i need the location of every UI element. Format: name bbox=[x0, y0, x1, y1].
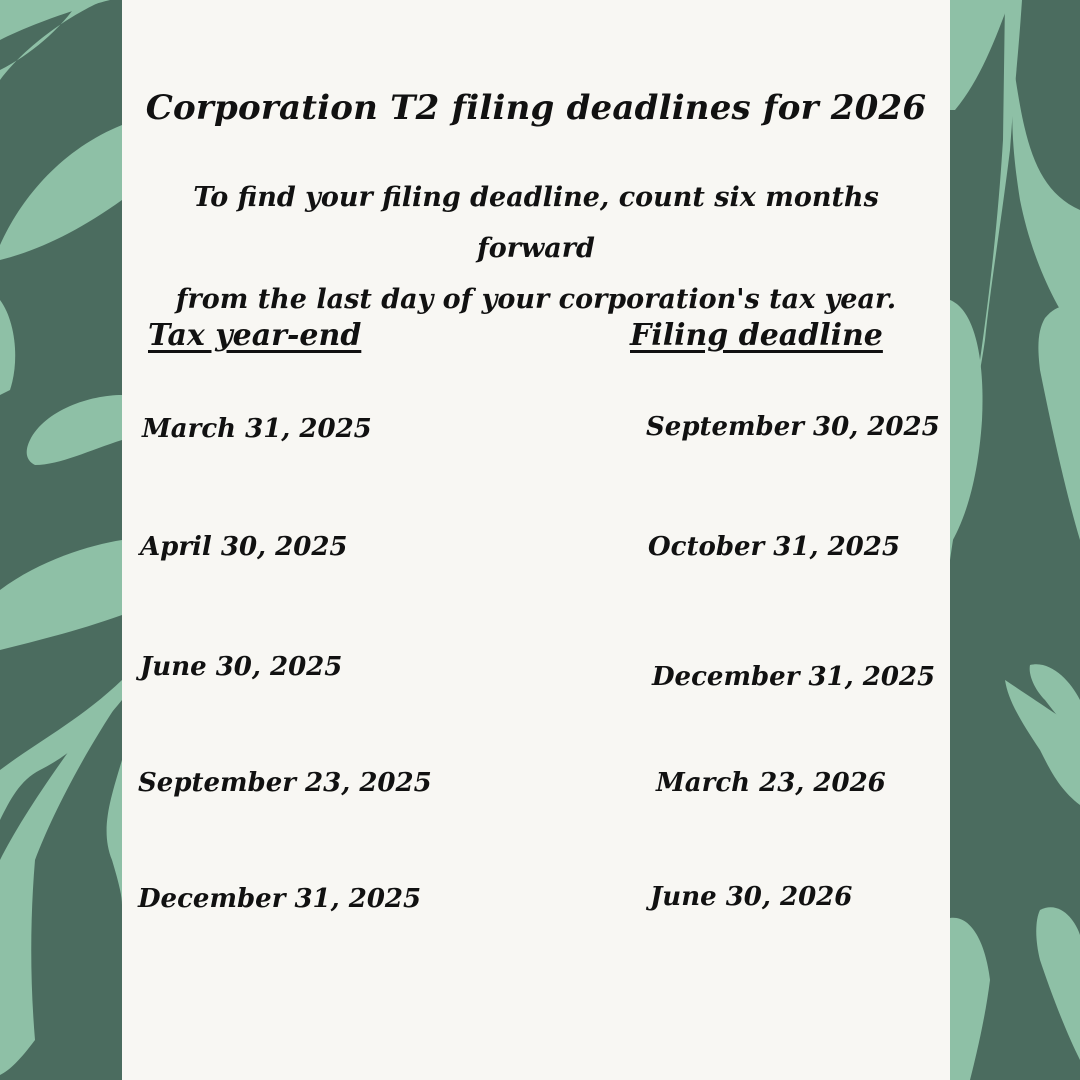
tax-year-end-cell: September 23, 2025 bbox=[138, 768, 432, 798]
column-header-filing-deadline: Filing deadline bbox=[630, 318, 883, 353]
column-header-tax-year-end: Tax year-end bbox=[148, 318, 362, 353]
tax-year-end-cell: June 30, 2025 bbox=[140, 652, 343, 682]
instructions-line-2: from the last day of your corporation's tax year. bbox=[175, 284, 897, 315]
filing-deadline-cell: June 30, 2026 bbox=[650, 882, 853, 912]
content-panel bbox=[122, 0, 950, 1080]
page-title: Corporation T2 filing deadlines for 2026 bbox=[145, 88, 927, 128]
filing-deadline-cell: March 23, 2026 bbox=[656, 768, 886, 798]
tax-year-end-cell: December 31, 2025 bbox=[138, 884, 422, 914]
filing-deadline-cell: October 31, 2025 bbox=[648, 532, 900, 562]
instructions-text bbox=[142, 172, 930, 325]
instructions-line-1: To find your filing deadline, count six months forward bbox=[193, 182, 879, 264]
tax-year-end-cell: April 30, 2025 bbox=[140, 532, 348, 562]
filing-deadline-cell: December 31, 2025 bbox=[652, 662, 936, 692]
tax-year-end-cell: March 31, 2025 bbox=[142, 414, 372, 444]
filing-deadline-cell: September 30, 2025 bbox=[646, 412, 940, 442]
